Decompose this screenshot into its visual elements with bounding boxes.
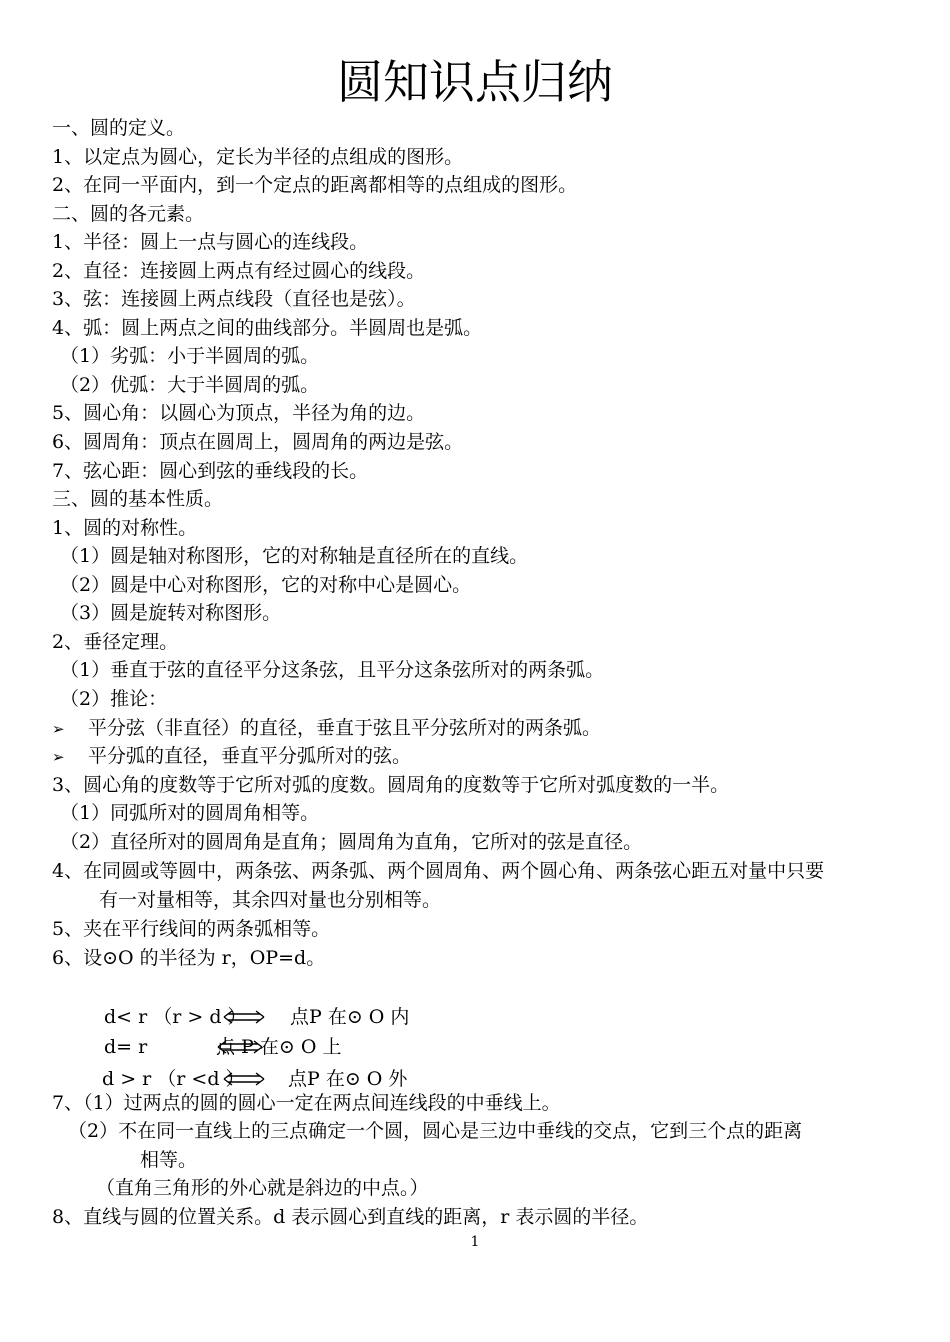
text-line: 6、设⊙O 的半径为 r，OP=d。: [52, 947, 326, 969]
condition-right: 点 P 在⊙ O 上: [216, 1036, 342, 1058]
text-line: 2、垂径定理。: [52, 631, 179, 653]
section-heading-properties: 三、圆的基本性质。: [52, 488, 224, 510]
double-arrow-icon: [216, 1038, 264, 1056]
page-number: 1: [470, 1234, 480, 1250]
double-arrow-icon: [222, 1009, 266, 1025]
text-line: 3、弦：连接圆上两点线段（直径也是弦）。: [52, 288, 416, 310]
text-line: （1）同弧所对的圆周角相等。: [60, 802, 320, 824]
text-line: 8、直线与圆的位置关系。d 表示圆心到直线的距离，r 表示圆的半径。: [52, 1206, 649, 1228]
text-line: 1、半径：圆上一点与圆心的连线段。: [52, 231, 369, 253]
text-line: 4、在同圆或等圆中，两条弦、两条弧、两个圆周角、两个圆心角、两条弦心距五对量中只要: [52, 860, 825, 882]
condition-left: d< r （r > d ）: [104, 1006, 247, 1028]
condition-right: 点P 在⊙ O 外: [288, 1068, 408, 1090]
bullet-item: [52, 714, 912, 743]
text-line: 1、圆的对称性。: [52, 517, 198, 539]
text-line: （2）直径所对的圆周角是直角；圆周角为直角，它所对的弦是直径。: [60, 831, 643, 853]
text-line: （2）优弧：大于半圆周的弧。: [60, 374, 320, 396]
text-line-continuation: 相等。: [140, 1149, 198, 1171]
section-heading-definition: 一、圆的定义。: [52, 117, 186, 139]
condition-right: 点P 在⊙ O 内: [290, 1006, 410, 1028]
text-line-continuation: 有一对量相等，其余四对量也分别相等。: [99, 889, 442, 911]
text-line: （1）劣弧：小于半圆周的弧。: [60, 345, 320, 367]
text-line: （直角三角形的外心就是斜边的中点。）: [96, 1177, 429, 1199]
bullet-text: 平分弧的直径，垂直平分弧所对的弦。: [88, 745, 412, 767]
text-line: （2）推论：: [60, 688, 168, 710]
text-line: （2）不在同一直线上的三点确定一个圆，圆心是三边中垂线的交点，它到三个点的距离: [68, 1120, 803, 1142]
bullet-text: 平分弦（非直径）的直径，垂直于弦且平分弦所对的两条弧。: [88, 717, 602, 739]
bullet-arrow-icon: ➢: [52, 748, 65, 766]
text-line: 2、直径：连接圆上两点有经过圆心的线段。: [52, 260, 426, 282]
section-heading-elements: 二、圆的各元素。: [52, 203, 205, 225]
text-line: （1）圆是轴对称图形，它的对称轴是直径所在的直线。: [60, 545, 529, 567]
text-line: 2、在同一平面内，到一个定点的距离都相等的点组成的图形。: [52, 174, 578, 196]
page-title: 圆知识点归纳: [337, 55, 613, 109]
text-line: 3、圆心角的度数等于它所对弧的度数。圆周角的度数等于它所对弧度数的一半。: [52, 774, 730, 796]
text-line: 7、（1）过两点的圆的圆心一定在两点间连线段的中垂线上。: [52, 1092, 561, 1114]
double-arrow-icon: [222, 1071, 266, 1087]
condition-left: d > r （r <d ）: [102, 1068, 245, 1090]
text-line: 5、圆心角：以圆心为顶点，半径为角的边。: [52, 402, 426, 424]
bullet-arrow-icon: ➢: [52, 720, 65, 738]
text-line: （3）圆是旋转对称图形。: [60, 602, 282, 624]
text-line: 6、圆周角：顶点在圆周上，圆周角的两边是弦。: [52, 431, 464, 453]
bullet-item: [52, 742, 912, 771]
text-line: 1、以定点为圆心，定长为半径的点组成的图形。: [52, 146, 464, 168]
text-line: （1）垂直于弦的直径平分这条弦，且平分这条弦所对的两条弧。: [60, 659, 605, 681]
text-line: （2）圆是中心对称图形，它的对称中心是圆心。: [60, 574, 472, 596]
text-line: 7、弦心距：圆心到弦的垂线段的长。: [52, 460, 369, 482]
condition-left: d= r: [104, 1036, 148, 1058]
text-line: 5、夹在平行线间的两条弧相等。: [52, 918, 331, 940]
text-line: 4、弧：圆上两点之间的曲线部分。半圆周也是弧。: [52, 317, 483, 339]
